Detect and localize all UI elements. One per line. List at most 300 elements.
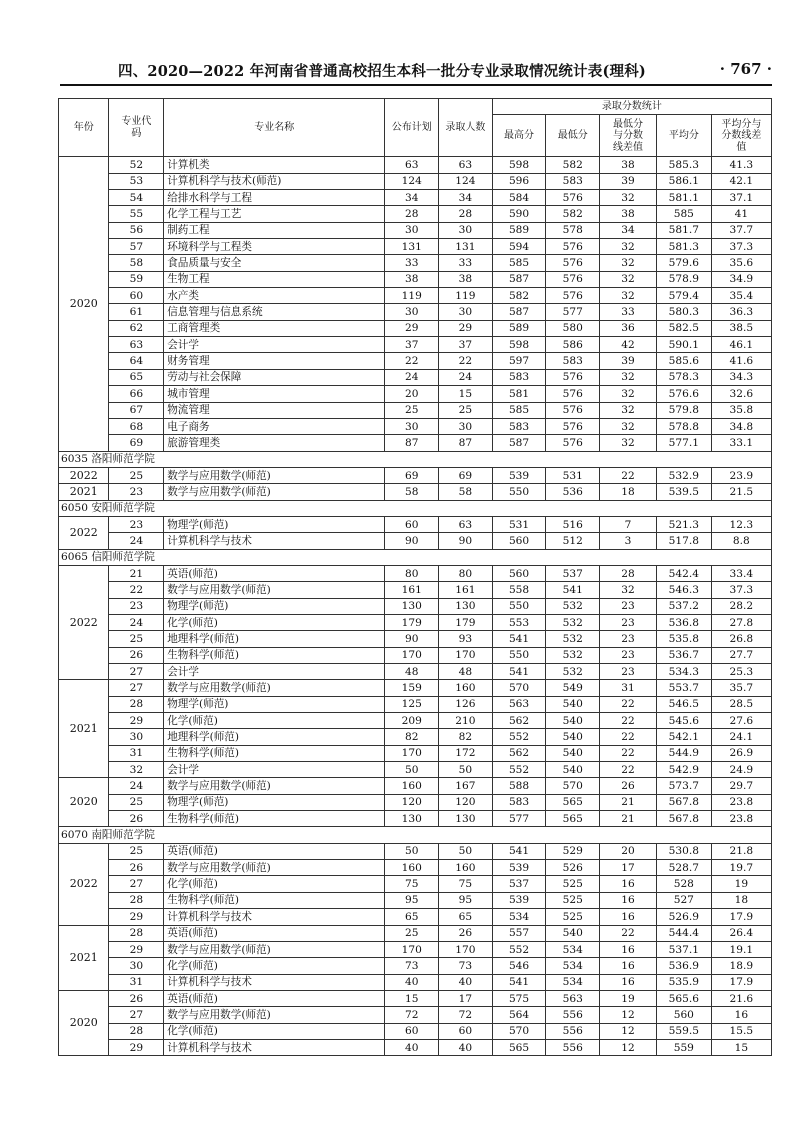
max-cell: 539 [492, 892, 546, 908]
plan-cell: 34 [385, 190, 439, 206]
min-diff-cell: 32 [600, 369, 657, 385]
avg-cell: 526.9 [656, 909, 711, 925]
max-cell: 589 [492, 222, 546, 238]
avg-cell: 535.8 [656, 631, 711, 647]
table-row [59, 386, 772, 402]
avg-diff-cell: 41 [711, 206, 771, 222]
min-cell: 525 [546, 876, 600, 892]
min-diff-cell: 23 [600, 647, 657, 663]
avg-cell: 546.5 [656, 696, 711, 712]
admitted-cell: 69 [439, 467, 493, 483]
col-year-header: 年份 [59, 99, 109, 157]
year-cell: 2020 [59, 990, 109, 1055]
avg-diff-cell: 34.9 [711, 271, 771, 287]
min-cell: 525 [546, 892, 600, 908]
avg-diff-cell: 46.1 [711, 337, 771, 353]
min-diff-cell: 16 [600, 909, 657, 925]
avg-diff-cell: 19 [711, 876, 771, 892]
name-cell: 化学工程与工艺 [164, 206, 385, 222]
name-cell: 地理科学(师范) [164, 631, 385, 647]
name-cell: 数学与应用数学(师范) [164, 484, 385, 500]
min-cell: 563 [546, 990, 600, 1006]
table-row [59, 664, 772, 680]
max-cell: 583 [492, 418, 546, 434]
plan-cell: 58 [385, 484, 439, 500]
table-row [59, 337, 772, 353]
table-row [59, 206, 772, 222]
table-row [59, 958, 772, 974]
max-cell: 590 [492, 206, 546, 222]
admitted-cell: 170 [439, 647, 493, 663]
avg-diff-cell: 18.9 [711, 958, 771, 974]
min-cell: 549 [546, 680, 600, 696]
table-row [59, 843, 772, 859]
name-cell: 食品质量与安全 [164, 255, 385, 271]
admitted-cell: 119 [439, 288, 493, 304]
avg-cell: 536.7 [656, 647, 711, 663]
avg-cell: 585.3 [656, 157, 711, 173]
name-cell: 地理科学(师范) [164, 729, 385, 745]
min-cell: 556 [546, 1007, 600, 1023]
min-diff-cell: 32 [600, 239, 657, 255]
table-row [59, 614, 772, 630]
table-row [59, 173, 772, 189]
admitted-cell: 120 [439, 794, 493, 810]
avg-cell: 585.6 [656, 353, 711, 369]
avg-cell: 559.5 [656, 1023, 711, 1039]
max-cell: 563 [492, 696, 546, 712]
code-cell: 28 [109, 1023, 164, 1039]
min-cell: 532 [546, 664, 600, 680]
avg-cell: 579.8 [656, 402, 711, 418]
year-cell: 2021 [59, 925, 109, 990]
name-cell: 数学与应用数学(师范) [164, 680, 385, 696]
admitted-cell: 30 [439, 222, 493, 238]
plan-cell: 95 [385, 892, 439, 908]
plan-cell: 48 [385, 664, 439, 680]
min-cell: 576 [546, 288, 600, 304]
avg-cell: 581.1 [656, 190, 711, 206]
table-row [59, 533, 772, 549]
avg-cell: 585 [656, 206, 711, 222]
min-diff-cell: 22 [600, 762, 657, 778]
code-cell: 52 [109, 157, 164, 173]
code-cell: 67 [109, 402, 164, 418]
admitted-cell: 26 [439, 925, 493, 941]
max-cell: 546 [492, 958, 546, 974]
avg-cell: 577.1 [656, 435, 711, 451]
max-cell: 596 [492, 173, 546, 189]
max-cell: 570 [492, 1023, 546, 1039]
table-row [59, 909, 772, 925]
code-cell: 26 [109, 647, 164, 663]
min-diff-cell: 32 [600, 435, 657, 451]
max-cell: 562 [492, 745, 546, 761]
min-diff-cell: 32 [600, 255, 657, 271]
avg-diff-cell: 37.3 [711, 582, 771, 598]
name-cell: 英语(师范) [164, 925, 385, 941]
avg-diff-cell: 29.7 [711, 778, 771, 794]
min-cell: 537 [546, 565, 600, 581]
min-cell: 536 [546, 484, 600, 500]
code-cell: 31 [109, 974, 164, 990]
admitted-cell: 160 [439, 680, 493, 696]
table-row [59, 435, 772, 451]
code-cell: 27 [109, 1007, 164, 1023]
min-cell: 576 [546, 418, 600, 434]
admitted-cell: 37 [439, 337, 493, 353]
min-cell: 540 [546, 696, 600, 712]
table-row [59, 418, 772, 434]
avg-cell: 579.4 [656, 288, 711, 304]
min-diff-cell: 19 [600, 990, 657, 1006]
table-row [59, 582, 772, 598]
max-cell: 553 [492, 614, 546, 630]
min-cell: 526 [546, 860, 600, 876]
plan-cell: 124 [385, 173, 439, 189]
table-row [59, 860, 772, 876]
max-cell: 550 [492, 598, 546, 614]
min-cell: 556 [546, 1023, 600, 1039]
min-diff-cell: 16 [600, 974, 657, 990]
admitted-cell: 73 [439, 958, 493, 974]
name-cell: 物理学(师范) [164, 598, 385, 614]
admitted-cell: 60 [439, 1023, 493, 1039]
name-cell: 财务管理 [164, 353, 385, 369]
code-cell: 24 [109, 614, 164, 630]
min-cell: 576 [546, 255, 600, 271]
plan-cell: 90 [385, 631, 439, 647]
plan-cell: 20 [385, 386, 439, 402]
max-cell: 585 [492, 402, 546, 418]
admitted-cell: 172 [439, 745, 493, 761]
table-row [59, 1023, 772, 1039]
min-diff-cell: 32 [600, 288, 657, 304]
code-cell: 53 [109, 173, 164, 189]
school-name: 6035 洛阳师范学院 [59, 451, 772, 467]
page-header [60, 58, 772, 84]
code-cell: 59 [109, 271, 164, 287]
min-diff-cell: 38 [600, 157, 657, 173]
max-cell: 552 [492, 729, 546, 745]
avg-diff-cell: 23.9 [711, 467, 771, 483]
name-cell: 英语(师范) [164, 843, 385, 859]
school-name: 6050 安阳师范学院 [59, 500, 772, 516]
avg-diff-cell: 35.6 [711, 255, 771, 271]
admitted-cell: 179 [439, 614, 493, 630]
admitted-cell: 29 [439, 320, 493, 336]
min-diff-cell: 28 [600, 565, 657, 581]
name-cell: 生物科学(师范) [164, 811, 385, 827]
avg-cell: 542.9 [656, 762, 711, 778]
col-code-header: 专业代码 [109, 99, 164, 157]
min-cell: 583 [546, 353, 600, 369]
name-cell: 旅游管理类 [164, 435, 385, 451]
plan-cell: 40 [385, 974, 439, 990]
min-cell: 576 [546, 369, 600, 385]
min-cell: 532 [546, 598, 600, 614]
min-diff-cell: 22 [600, 696, 657, 712]
plan-cell: 82 [385, 729, 439, 745]
min-cell: 534 [546, 958, 600, 974]
min-cell: 532 [546, 647, 600, 663]
max-cell: 570 [492, 680, 546, 696]
code-cell: 60 [109, 288, 164, 304]
plan-cell: 130 [385, 598, 439, 614]
admitted-cell: 161 [439, 582, 493, 598]
min-diff-cell: 34 [600, 222, 657, 238]
avg-cell: 542.1 [656, 729, 711, 745]
name-cell: 物理学(师范) [164, 794, 385, 810]
code-cell: 28 [109, 892, 164, 908]
avg-cell: 521.3 [656, 516, 711, 532]
plan-cell: 120 [385, 794, 439, 810]
min-diff-cell: 33 [600, 304, 657, 320]
min-diff-cell: 16 [600, 892, 657, 908]
avg-diff-cell: 18 [711, 892, 771, 908]
min-diff-cell: 32 [600, 402, 657, 418]
avg-cell: 544.4 [656, 925, 711, 941]
plan-cell: 33 [385, 255, 439, 271]
page-number: · 767 · [719, 60, 772, 78]
avg-cell: 534.3 [656, 664, 711, 680]
plan-cell: 29 [385, 320, 439, 336]
name-cell: 给排水科学与工程 [164, 190, 385, 206]
min-cell: 540 [546, 713, 600, 729]
plan-cell: 24 [385, 369, 439, 385]
avg-cell: 579.6 [656, 255, 711, 271]
min-diff-cell: 42 [600, 337, 657, 353]
plan-cell: 119 [385, 288, 439, 304]
code-cell: 21 [109, 565, 164, 581]
min-cell: 516 [546, 516, 600, 532]
admitted-cell: 124 [439, 173, 493, 189]
max-cell: 531 [492, 516, 546, 532]
name-cell: 生物科学(师范) [164, 892, 385, 908]
avg-cell: 536.8 [656, 614, 711, 630]
avg-cell: 567.8 [656, 794, 711, 810]
plan-cell: 161 [385, 582, 439, 598]
min-diff-cell: 38 [600, 206, 657, 222]
year-cell: 2021 [59, 484, 109, 500]
max-cell: 550 [492, 484, 546, 500]
max-cell: 534 [492, 909, 546, 925]
year-cell: 2022 [59, 516, 109, 549]
avg-cell: 578.3 [656, 369, 711, 385]
admitted-cell: 30 [439, 304, 493, 320]
admitted-cell: 95 [439, 892, 493, 908]
admitted-cell: 126 [439, 696, 493, 712]
name-cell: 物流管理 [164, 402, 385, 418]
max-cell: 582 [492, 288, 546, 304]
min-diff-cell: 22 [600, 745, 657, 761]
year-cell: 2022 [59, 467, 109, 483]
admitted-cell: 170 [439, 941, 493, 957]
code-cell: 66 [109, 386, 164, 402]
name-cell: 物理学(师范) [164, 696, 385, 712]
avg-diff-cell: 41.3 [711, 157, 771, 173]
admitted-cell: 82 [439, 729, 493, 745]
min-diff-cell: 21 [600, 811, 657, 827]
plan-cell: 80 [385, 565, 439, 581]
code-cell: 58 [109, 255, 164, 271]
name-cell: 数学与应用数学(师范) [164, 582, 385, 598]
year-cell: 2021 [59, 680, 109, 778]
avg-diff-cell: 37.7 [711, 222, 771, 238]
col-admitted-header: 录取人数 [439, 99, 493, 157]
min-cell: 576 [546, 402, 600, 418]
page-title: 四、2020—2022 年河南省普通高校招生本科一批分专业录取情况统计表(理科) [118, 63, 646, 80]
plan-cell: 63 [385, 157, 439, 173]
table-row [59, 467, 772, 483]
plan-cell: 50 [385, 762, 439, 778]
table-row [59, 925, 772, 941]
table-row [59, 271, 772, 287]
max-cell: 575 [492, 990, 546, 1006]
school-name: 6070 南阳师范学院 [59, 827, 772, 843]
name-cell: 工商管理类 [164, 320, 385, 336]
max-cell: 557 [492, 925, 546, 941]
plan-cell: 72 [385, 1007, 439, 1023]
code-cell: 26 [109, 990, 164, 1006]
max-cell: 594 [492, 239, 546, 255]
avg-cell: 560 [656, 1007, 711, 1023]
avg-cell: 576.6 [656, 386, 711, 402]
col-min-diff-header: 最低分与分数线差值 [600, 115, 657, 157]
col-avg-header: 平均分 [656, 115, 711, 157]
avg-diff-cell: 34.3 [711, 369, 771, 385]
avg-diff-cell: 35.4 [711, 288, 771, 304]
max-cell: 541 [492, 664, 546, 680]
avg-cell: 542.4 [656, 565, 711, 581]
min-diff-cell: 23 [600, 614, 657, 630]
name-cell: 会计学 [164, 337, 385, 353]
code-cell: 24 [109, 778, 164, 794]
name-cell: 数学与应用数学(师范) [164, 467, 385, 483]
name-cell: 计算机科学与技术 [164, 974, 385, 990]
code-cell: 27 [109, 876, 164, 892]
name-cell: 制药工程 [164, 222, 385, 238]
avg-diff-cell: 27.6 [711, 713, 771, 729]
code-cell: 63 [109, 337, 164, 353]
code-cell: 55 [109, 206, 164, 222]
name-cell: 电子商务 [164, 418, 385, 434]
min-diff-cell: 39 [600, 353, 657, 369]
plan-cell: 130 [385, 811, 439, 827]
code-cell: 25 [109, 843, 164, 859]
name-cell: 水产类 [164, 288, 385, 304]
avg-cell: 528.7 [656, 860, 711, 876]
plan-cell: 25 [385, 402, 439, 418]
plan-cell: 75 [385, 876, 439, 892]
code-cell: 23 [109, 484, 164, 500]
min-diff-cell: 36 [600, 320, 657, 336]
max-cell: 587 [492, 304, 546, 320]
admitted-cell: 34 [439, 190, 493, 206]
table-row [59, 402, 772, 418]
name-cell: 化学(师范) [164, 614, 385, 630]
min-cell: 580 [546, 320, 600, 336]
avg-cell: 578.8 [656, 418, 711, 434]
avg-diff-cell: 19.7 [711, 860, 771, 876]
min-diff-cell: 18 [600, 484, 657, 500]
code-cell: 25 [109, 794, 164, 810]
max-cell: 598 [492, 337, 546, 353]
admitted-cell: 17 [439, 990, 493, 1006]
avg-diff-cell: 21.5 [711, 484, 771, 500]
admitted-cell: 40 [439, 1039, 493, 1055]
name-cell: 英语(师范) [164, 990, 385, 1006]
min-diff-cell: 16 [600, 941, 657, 957]
min-diff-cell: 32 [600, 386, 657, 402]
admitted-cell: 30 [439, 418, 493, 434]
min-cell: 534 [546, 974, 600, 990]
plan-cell: 15 [385, 990, 439, 1006]
name-cell: 计算机科学与技术 [164, 909, 385, 925]
max-cell: 539 [492, 860, 546, 876]
table-row [59, 811, 772, 827]
max-cell: 539 [492, 467, 546, 483]
min-cell: 529 [546, 843, 600, 859]
max-cell: 537 [492, 876, 546, 892]
code-cell: 28 [109, 925, 164, 941]
admitted-cell: 40 [439, 974, 493, 990]
name-cell: 生物科学(师范) [164, 647, 385, 663]
avg-cell: 582.5 [656, 320, 711, 336]
name-cell: 英语(师范) [164, 565, 385, 581]
name-cell: 化学(师范) [164, 1023, 385, 1039]
avg-diff-cell: 21.8 [711, 843, 771, 859]
max-cell: 583 [492, 369, 546, 385]
code-cell: 62 [109, 320, 164, 336]
avg-diff-cell: 36.3 [711, 304, 771, 320]
max-cell: 562 [492, 713, 546, 729]
plan-cell: 170 [385, 941, 439, 957]
min-cell: 534 [546, 941, 600, 957]
name-cell: 化学(师范) [164, 876, 385, 892]
name-cell: 数学与应用数学(师范) [164, 778, 385, 794]
table-row [59, 778, 772, 794]
year-cell: 2022 [59, 843, 109, 925]
avg-cell: 553.7 [656, 680, 711, 696]
admitted-cell: 58 [439, 484, 493, 500]
plan-cell: 40 [385, 1039, 439, 1055]
avg-cell: 573.7 [656, 778, 711, 794]
min-cell: 582 [546, 157, 600, 173]
avg-diff-cell: 12.3 [711, 516, 771, 532]
max-cell: 588 [492, 778, 546, 794]
table-row [59, 190, 772, 206]
plan-cell: 73 [385, 958, 439, 974]
avg-diff-cell: 26.4 [711, 925, 771, 941]
avg-diff-cell: 33.1 [711, 435, 771, 451]
code-cell: 61 [109, 304, 164, 320]
table-row [59, 762, 772, 778]
avg-cell: 586.1 [656, 173, 711, 189]
code-cell: 26 [109, 860, 164, 876]
avg-cell: 517.8 [656, 533, 711, 549]
name-cell: 数学与应用数学(师范) [164, 941, 385, 957]
table-row [59, 598, 772, 614]
admitted-cell: 75 [439, 876, 493, 892]
table-row [59, 892, 772, 908]
avg-cell: 567.8 [656, 811, 711, 827]
code-cell: 29 [109, 909, 164, 925]
max-cell: 577 [492, 811, 546, 827]
admitted-cell: 130 [439, 811, 493, 827]
min-cell: 532 [546, 614, 600, 630]
avg-diff-cell: 17.9 [711, 974, 771, 990]
